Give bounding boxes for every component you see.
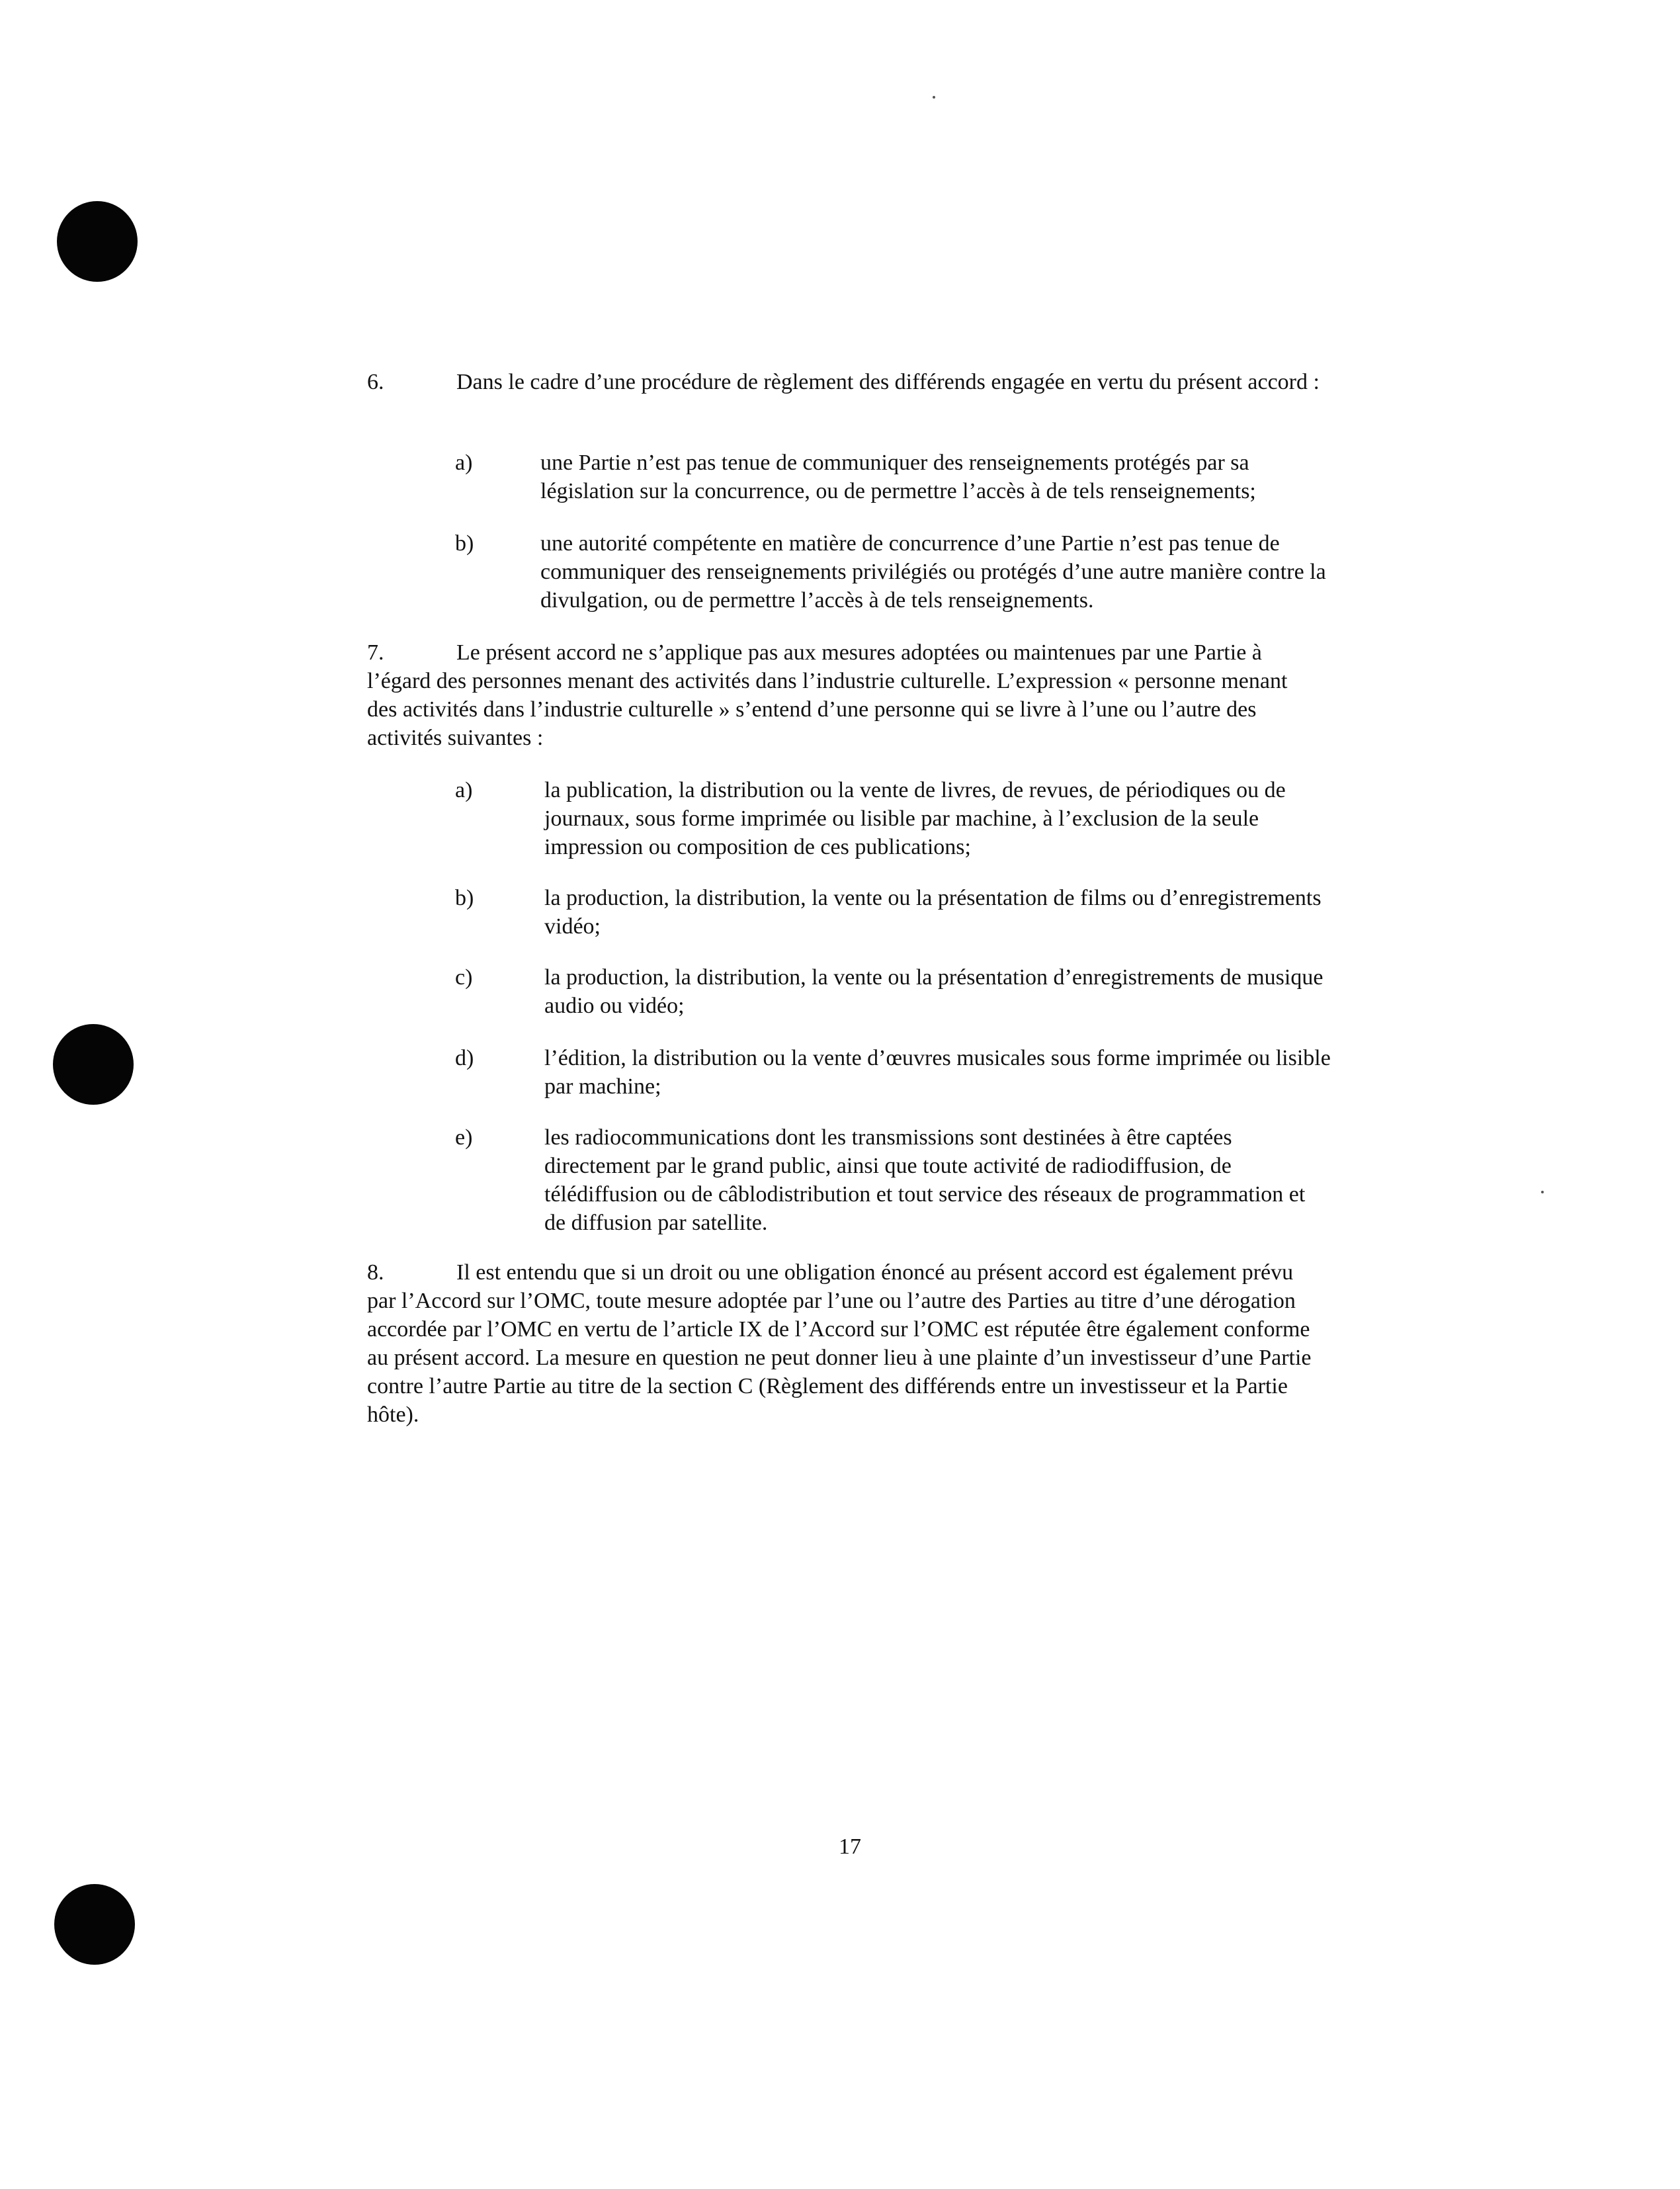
scan-speck <box>933 96 935 99</box>
paragraph-text: Dans le cadre d’une procédure de règlement des différends engagée en vertu du présent accord : <box>456 370 1320 394</box>
list-marker: d) <box>455 1046 474 1070</box>
list-marker: b) <box>455 886 474 910</box>
paragraph-text: Le présent accord ne s’applique pas aux mesures adoptées ou maintenues par une Partie à l’égard des personnes menant des activités dans l’industrie culturelle. L’expression « personne menant des activités dans l’industrie culturelle » s’entend d’une personne qui se livre à l’une ou l’autre des activités suivantes : <box>367 640 1288 750</box>
paragraph-6 <box>367 368 1326 396</box>
page-number: 17 <box>839 1834 861 1859</box>
list-marker: a) <box>455 778 473 802</box>
binder-hole-top <box>57 201 138 282</box>
list-marker: e) <box>455 1125 473 1150</box>
paragraph-8 <box>367 1258 1320 1429</box>
list-item-text: la production, la distribution, la vente ou la présentation de films ou d’enregistrements vidéo; <box>544 886 1322 939</box>
list-item-text: l’édition, la distribution ou la vente d’œuvres musicales sous forme imprimée ou lisible par machine; <box>544 1046 1331 1099</box>
list-marker: b) <box>455 531 474 556</box>
paragraph-number: 7. <box>367 640 384 665</box>
list-item-text: la publication, la distribution ou la vente de livres, de revues, de périodiques ou de journaux, sous forme imprimée ou lisible par machine, à l’exclusion de la seule impression ou composition de ces publications; <box>544 778 1286 859</box>
list-item-text: la production, la distribution, la vente ou la présentation d’enregistrements de musique audio ou vidéo; <box>544 965 1323 1018</box>
list-item-text: une Partie n’est pas tenue de communiquer des renseignements protégés par sa législation sur la concurrence, ou de permettre l’accès à de tels renseignements; <box>540 451 1256 503</box>
list-item-text: les radiocommunications dont les transmissions sont destinées à être captées directement par le grand public, ainsi que toute activité de radiodiffusion, de télédiffusion ou de câblodistribution et tout service des réseaux de programmation et de diffusion par satellite. <box>544 1125 1306 1235</box>
binder-hole-middle <box>53 1024 134 1105</box>
binder-hole-bottom <box>54 1884 135 1965</box>
scan-speck <box>1541 1191 1544 1193</box>
paragraph-text: Il est entendu que si un droit ou une obligation énoncé au présent accord est également prévu par l’Accord sur l’OMC, toute mesure adoptée par l’une ou l’autre des Parties au titre d’une dérogation accordée par l’OMC en vertu de l’article IX de l’Accord sur l’OMC est réputée être également conforme au présent accord. La mesure en question ne peut donner lieu à une plainte d’un investisseur d’une Partie contre l’autre Partie au titre de la section C (Règlement des différends entre un investisseur et la Partie hôte). <box>367 1260 1312 1427</box>
paragraph-7 <box>367 638 1320 752</box>
paragraph-number: 6. <box>367 370 384 394</box>
list-marker: c) <box>455 965 473 990</box>
list-item-text: une autorité compétente en matière de concurrence d’une Partie n’est pas tenue de communiquer des renseignements privilégiés ou protégés d’une autre manière contre la divulgation, ou de permettre l’accès à de tels renseignements. <box>540 531 1326 613</box>
paragraph-number: 8. <box>367 1260 384 1285</box>
list-marker: a) <box>455 451 473 475</box>
